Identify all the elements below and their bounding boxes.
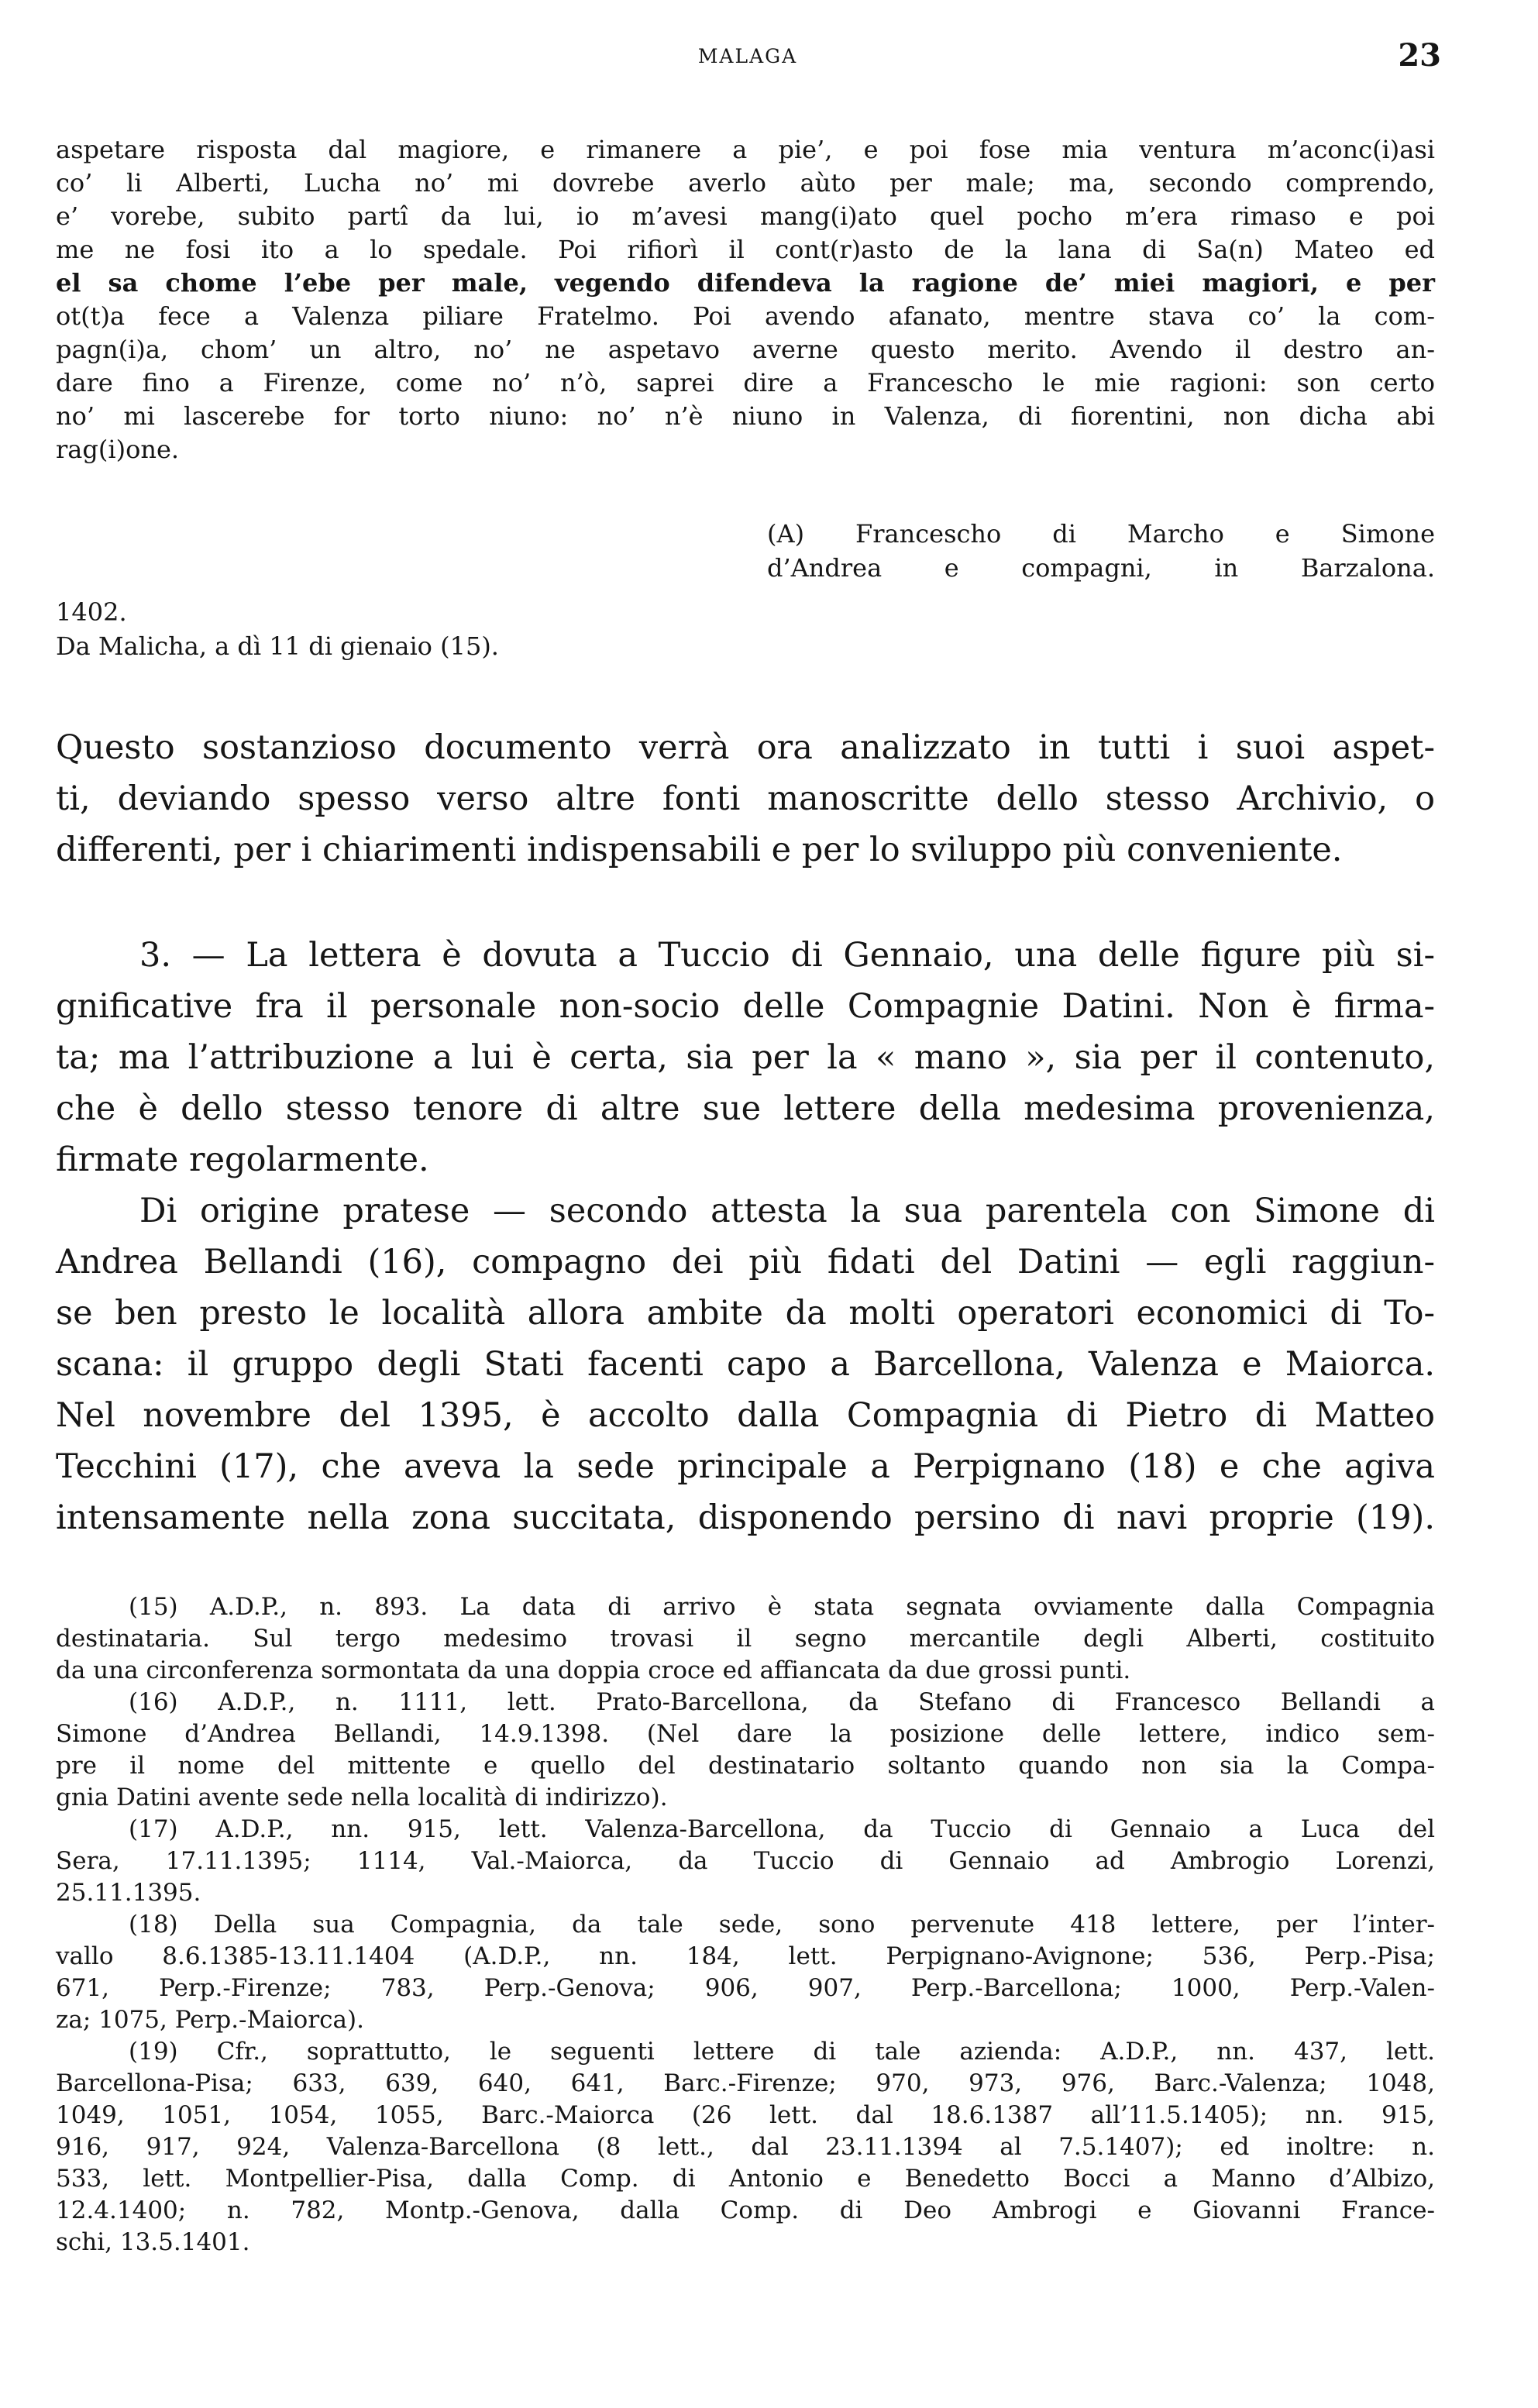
footnote-line: 12.4.1400; n. 782, Montp.-Genova, dalla Comp. di Deo Ambrogi e Giovanni France- — [56, 2196, 1435, 2224]
footnote-line: Sera, 17.11.1395; 1114, Val.-Maiorca, da Tuccio di Gennaio ad Ambrogio Lorenzi, — [56, 1847, 1435, 1875]
footnote-line: schi, 13.5.1401. — [56, 2228, 250, 2256]
body-line: Andrea Bellandi (16), compagno dei più fidati del Datini — egli raggiun- — [56, 1243, 1435, 1281]
body-paragraphs — [56, 930, 1435, 1543]
letter-line: pagn(i)a, chom’ un altro, no’ ne aspetavo averne questo merito. Avendo il destro an- — [56, 335, 1435, 364]
footnote-line: (19) Cfr., soprattutto, le seguenti lettere di tale azienda: A.D.P., nn. 437, lett. — [129, 2038, 1435, 2066]
body-paragraph-2 — [56, 930, 1435, 1185]
letter-line: dare fino a Firenze, come no’ n’ò, saprei dire a Francescho le mie ragioni: son certo — [56, 368, 1435, 397]
body-line: Questo sostanzioso documento verrà ora analizzato in tutti i suoi aspet- — [56, 728, 1435, 767]
footnote-line: vallo 8.6.1385-13.11.1404 (A.D.P., nn. 184, lett. Perpignano-Avignone; 536, Perp.-Pisa; — [56, 1942, 1435, 1970]
body-line: firmate regolarmente. — [56, 1140, 429, 1179]
running-title: MALAGA — [697, 45, 798, 67]
body-line: Di origine pratese — secondo attesta la sua parentela con Simone di — [139, 1192, 1435, 1230]
body-line: 3. — La lettera è dovuta a Tuccio di Gennaio, una delle figure più si- — [139, 936, 1435, 975]
footnote-line: gnia Datini avente sede nella località di indirizzo). — [56, 1784, 668, 1811]
letter-line: aspetare risposta dal magiore, e rimanere a pie’, e poi fose mia ventura m’aconc(i)asi — [56, 135, 1435, 164]
footnote-line: 671, Perp.-Firenze; 783, Perp.-Genova; 906, 907, Perp.-Barcellona; 1000, Perp.-Valen- — [56, 1974, 1435, 2002]
letter-line: rag(i)one. — [56, 435, 180, 464]
date-year: 1402. — [56, 597, 127, 627]
body-line: scana: il gruppo degli Stati facenti capo a Barcellona, Valenza e Maiorca. — [56, 1345, 1435, 1384]
footnote-line: 916, 917, 924, Valenza-Barcellona (8 lett., dal 23.11.1394 al 7.5.1407); ed inoltre: n. — [56, 2133, 1435, 2161]
page-number: 23 — [1398, 37, 1441, 74]
footnote-line: (15) A.D.P., n. 893. La data di arrivo è stata segnata ovviamente dalla Compagnia — [129, 1593, 1435, 1621]
letter-line: co’ li Alberti, Lucha no’ mi dovrebe averlo aùto per male; ma, secondo comprendo, — [56, 168, 1435, 198]
footnote-line: Simone d’Andrea Bellandi, 14.9.1398. (Nel dare la posizione delle lettere, indico sem- — [56, 1720, 1435, 1748]
body-line: Nel novembre del 1395, è accolto dalla Compagnia di Pietro di Matteo — [56, 1396, 1435, 1435]
footnote-line: destinataria. Sul tergo medesimo trovasi il segno mercantile degli Alberti, costituito — [56, 1625, 1435, 1653]
body-line: differenti, per i chiarimenti indispensabili e per lo sviluppo più conveniente. — [56, 831, 1343, 869]
footnote-line: 533, lett. Montpellier-Pisa, dalla Comp. di Antonio e Benedetto Bocci a Manno d’Albizo, — [56, 2165, 1435, 2193]
footnote-line: (18) Della sua Compagnia, da tale sede, sono pervenute 418 lettere, per l’inter- — [129, 1911, 1435, 1938]
letter-transcription — [56, 133, 1435, 466]
body-line: ti, deviando spesso verso altre fonti manoscritte dello stesso Archivio, o — [56, 779, 1435, 818]
letter-line: e’ vorebe, subito partî da lui, io m’avesi mang(i)ato quel pocho m’era rimaso e poi — [56, 201, 1435, 231]
body-line: che è dello stesso tenore di altre sue lettere della medesima provenienza, — [56, 1089, 1435, 1128]
footnote-line: pre il nome del mittente e quello del destinatario soltanto quando non sia la Compa- — [56, 1752, 1435, 1780]
footnote-line: Barcellona-Pisa; 633, 639, 640, 641, Barc.-Firenze; 970, 973, 976, Barc.-Valenza; 1048, — [56, 2069, 1435, 2097]
footnotes — [56, 1591, 1435, 2258]
address-line: d’Andrea e compagni, in Barzalona. — [767, 553, 1435, 583]
footnote-line: 1049, 1051, 1054, 1055, Barc.-Maiorca (26 lett. dal 18.6.1387 all’11.5.1405); nn. 915, — [56, 2101, 1435, 2129]
body-line: gnificative fra il personale non-socio delle Compagnie Datini. Non è firma- — [56, 987, 1435, 1026]
body-paragraph-1 — [56, 722, 1435, 875]
letter-line: me ne fosi ito a lo spedale. Poi rifiorì il cont(r)asto de la lana di Sa(n) Mateo ed — [56, 235, 1435, 264]
footnote-line: 25.11.1395. — [56, 1879, 201, 1907]
footnote-line: za; 1075, Perp.-Maiorca). — [56, 2006, 364, 2034]
date-place: Da Malicha, a dì 11 di gienaio (15). — [56, 631, 499, 661]
footnote-line: da una circonferenza sormontata da una doppia croce ed affiancata da due grossi punti. — [56, 1656, 1131, 1684]
body-line: se ben presto le località allora ambite da molti operatori economici di To- — [56, 1294, 1435, 1333]
body-line: intensamente nella zona succitata, disponendo persino di navi proprie (19). — [56, 1498, 1435, 1537]
running-head — [54, 39, 1441, 73]
letter-line: ot(t)a fece a Valenza piliare Fratelmo. Poi avendo afanato, mentre stava co’ la com- — [56, 301, 1435, 331]
address-line: (A) Francescho di Marcho e Simone — [767, 519, 1435, 549]
body-line: ta; ma l’attribuzione a lui è certa, sia per la « mano », sia per il contenuto, — [56, 1038, 1435, 1077]
body-line: Tecchini (17), che aveva la sede principale a Perpignano (18) e che agiva — [56, 1447, 1435, 1486]
footnote-line: (16) A.D.P., n. 1111, lett. Prato-Barcellona, da Stefano di Francesco Bellandi a — [129, 1688, 1435, 1716]
footnote-line: (17) A.D.P., nn. 915, lett. Valenza-Barcellona, da Tuccio di Gennaio a Luca del — [129, 1815, 1435, 1843]
letter-line: no’ mi lascerebe for torto niuno: no’ n’è niuno in Valenza, di fiorentini, non dicha abi — [56, 401, 1435, 431]
letter-line: el sa chome l’ebe per male, vegendo difendeva la ragione de’ miei magiori, e per — [56, 268, 1435, 298]
letter-date — [56, 595, 499, 663]
letter-address — [767, 517, 1435, 585]
body-paragraph-3 — [56, 1185, 1435, 1543]
